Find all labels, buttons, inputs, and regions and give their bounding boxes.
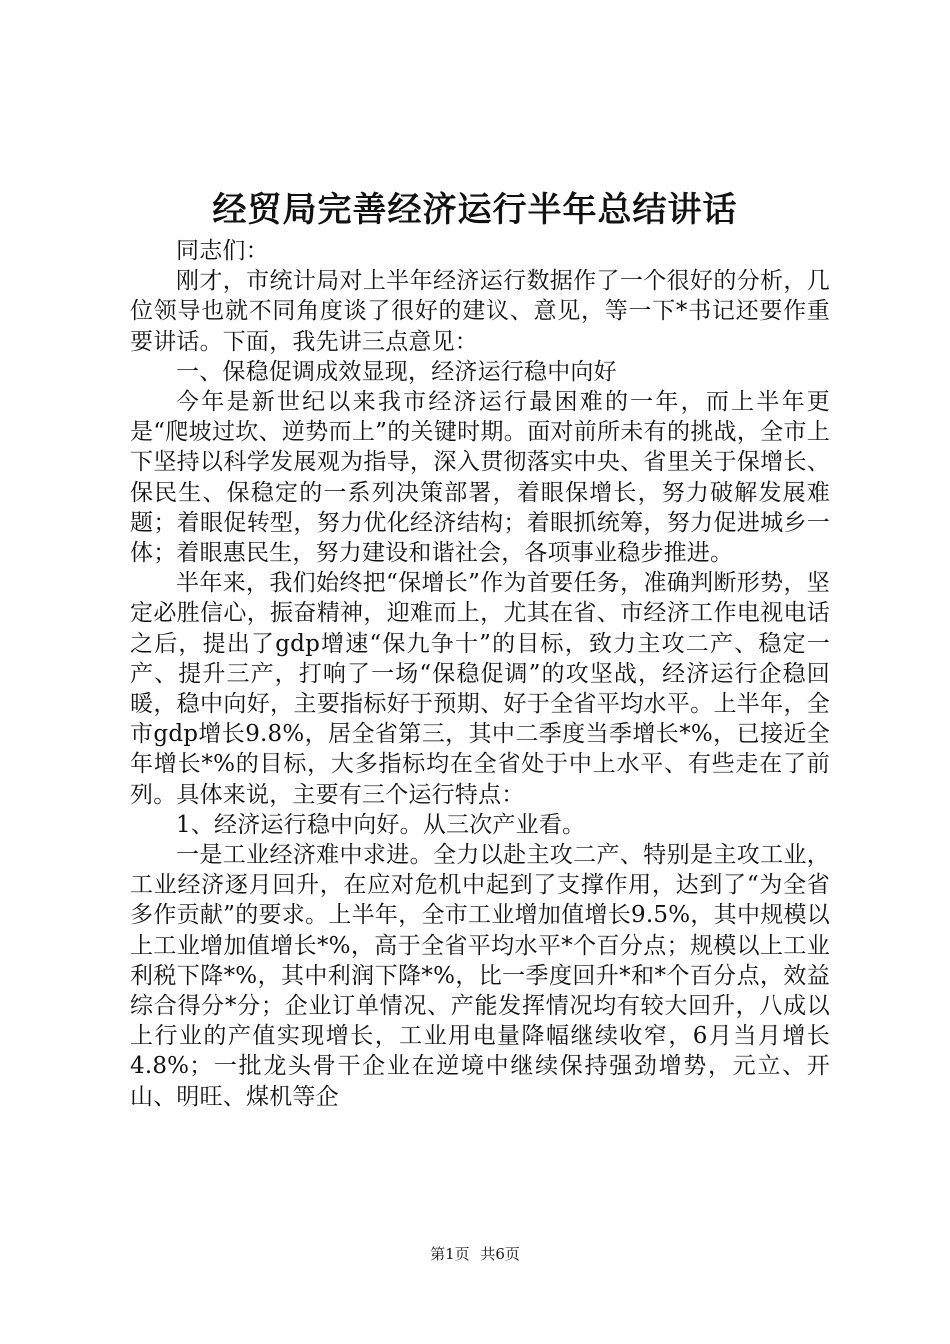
paragraph-salutation: 同志们： bbox=[176, 238, 269, 264]
page-number: 第1页 bbox=[430, 1245, 470, 1263]
page-total: 共6页 bbox=[480, 1245, 520, 1263]
page-footer bbox=[0, 1244, 950, 1264]
document-body bbox=[130, 236, 830, 1112]
paragraph-intro: 刚才，市统计局对上半年经济运行数据作了一个很好的分析，几位领导也就不同角度谈了很好的建议、意见，等一下*书记还要作重要讲话。下面，我先讲三点意见： bbox=[130, 268, 830, 355]
paragraph-half-year: 半年来，我们始终把“保增长”作为首要任务，准确判断形势，坚定必胜信心，振奋精神，迎难而上，尤其在省、市经济工作电视电话之后，提出了gdp增速“保九争十”的目标，致力主攻二产、稳定一产、提升三产，打响了一场“保稳促调”的攻坚战，经济运行企稳回暖，稳中向好，主要指标好于预期、好于全省平均水平。上半年，全市gdp增长9.8%，居全省第三，其中二季度当季增长*%，已接近全年增长*%的目标，大多指标均在全省处于中上水平、有些走在了前列。具体来说，主要有三个运行特点： bbox=[130, 570, 830, 808]
paragraph-industry: 一是工业经济难中求进。全力以赴主攻二产、特别是主攻工业，工业经济逐月回升，在应对危机中起到了支撑作用，达到了“为全省多作贡献”的要求。上半年，全市工业增加值增长9.5%，其中规模以上工业增加值增长*%，高于全省平均水平*个百分点；规模以上工业利税下降*%，其中利润下降*%，比一季度回升*和*个百分点，效益综合得分*分；企业订单情况、产能发挥情况均有较大回升，八成以上行业的产值实现增长，工业用电量降幅继续收窄，6月当月增长4.8%；一批龙头骨干企业在逆境中继续保持强劲增势，元立、开山、明旺、煤机等企 bbox=[130, 842, 830, 1110]
document-title: 经贸局完善经济运行半年总结讲话 bbox=[212, 190, 738, 230]
subsection-heading-1: 1、经济运行稳中向好。从三次产业看。 bbox=[176, 811, 586, 838]
section-heading-1: 一、保稳促调成效显现，经济运行稳中向好 bbox=[176, 358, 617, 385]
paragraph-background: 今年是新世纪以来我市经济运行最困难的一年，而上半年更是“爬坡过坎、逆势而上”的关键时期。面对前所未有的挑战，全市上下坚持以科学发展观为指导，深入贯彻落实中央、省里关于保增长、保民生、保稳定的一系列决策部署，着眼保增长，努力破解发展难题；着眼促转型，努力优化经济结构；着眼抓统筹，努力促进城乡一体；着眼惠民生，努力建设和谐社会，各项事业稳步推进。 bbox=[130, 389, 830, 567]
